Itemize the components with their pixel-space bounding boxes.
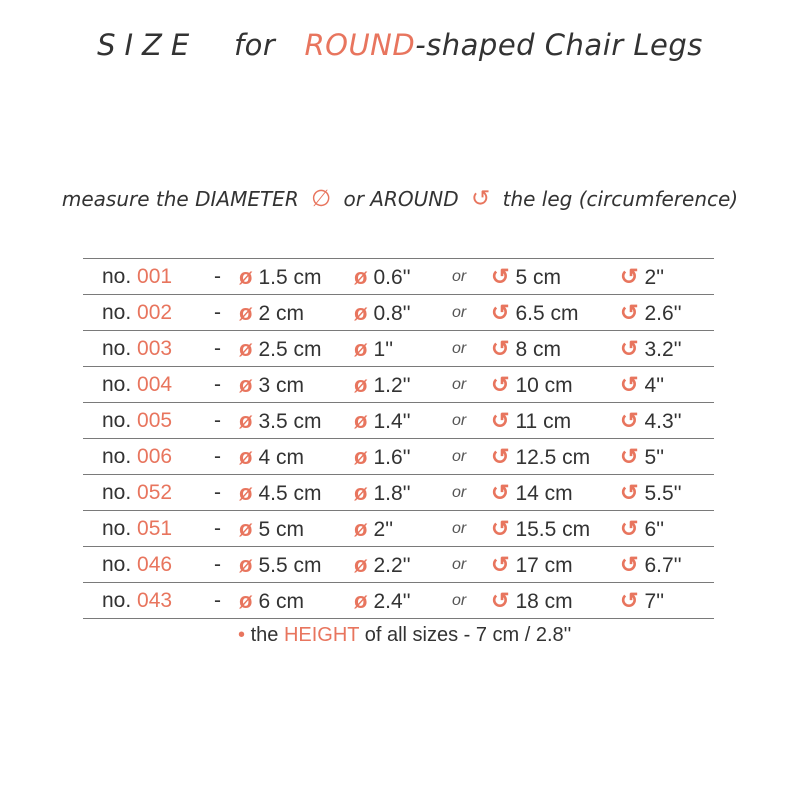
diameter-cm-value: 1.5 cm bbox=[258, 266, 322, 289]
row-number bbox=[102, 367, 172, 402]
circumference-cm-value: 5 cm bbox=[515, 266, 561, 289]
circumference-icon: ↺ bbox=[620, 444, 639, 469]
diameter-cm bbox=[239, 475, 321, 511]
row-separator: - bbox=[214, 553, 221, 576]
circumference-inch-value: 7'' bbox=[644, 590, 665, 613]
circumference-inch bbox=[620, 403, 682, 439]
circumference-icon: ↺ bbox=[620, 300, 639, 325]
measurement-instructions bbox=[0, 186, 800, 212]
circumference-cm-value: 17 cm bbox=[515, 554, 573, 577]
circumference-cm bbox=[491, 403, 571, 439]
circumference-cm-value: 12.5 cm bbox=[515, 446, 591, 469]
circumference-icon: ↺ bbox=[491, 516, 510, 541]
diameter-icon: ø bbox=[239, 516, 253, 541]
table-row bbox=[83, 402, 714, 438]
size-table bbox=[83, 258, 714, 619]
diameter-icon: ø bbox=[354, 588, 368, 613]
diameter-cm-value: 5 cm bbox=[258, 518, 304, 541]
circumference-icon: ↺ bbox=[620, 516, 639, 541]
diameter-icon: ø bbox=[239, 588, 253, 613]
row-code: 004 bbox=[137, 373, 173, 396]
title-size-word: SIZE bbox=[97, 28, 199, 62]
diameter-icon: ø bbox=[354, 264, 368, 289]
row-number bbox=[102, 439, 172, 474]
row-number bbox=[102, 295, 172, 330]
circumference-inch bbox=[620, 475, 682, 511]
table-row bbox=[83, 510, 714, 546]
diameter-icon: ø bbox=[239, 480, 253, 505]
diameter-icon: ø bbox=[239, 444, 253, 469]
diameter-cm bbox=[239, 439, 304, 475]
diameter-inch bbox=[354, 295, 411, 331]
circumference-icon: ↺ bbox=[620, 480, 639, 505]
diameter-cm-value: 3.5 cm bbox=[258, 410, 322, 433]
circumference-inch-value: 4'' bbox=[644, 374, 665, 397]
circumference-icon: ↺ bbox=[491, 372, 510, 397]
circumference-inch bbox=[620, 547, 682, 583]
diameter-cm bbox=[239, 331, 321, 367]
circumference-inch bbox=[620, 583, 664, 619]
diameter-inch-value: 2.4'' bbox=[373, 590, 411, 613]
row-prefix: no. bbox=[102, 301, 132, 324]
diameter-inch bbox=[354, 475, 411, 511]
circumference-icon: ↺ bbox=[620, 588, 639, 613]
or-label: or bbox=[452, 412, 467, 429]
height-footnote bbox=[238, 624, 571, 647]
diameter-inch-value: 2.2'' bbox=[373, 554, 411, 577]
row-separator: - bbox=[214, 265, 221, 288]
table-row bbox=[83, 258, 714, 294]
circumference-icon: ↺ bbox=[470, 186, 491, 212]
diameter-icon: ø bbox=[239, 408, 253, 433]
diameter-inch-value: 0.6'' bbox=[373, 266, 411, 289]
row-number bbox=[102, 475, 172, 510]
diameter-icon: ø bbox=[354, 480, 368, 505]
diameter-cm bbox=[239, 547, 321, 583]
row-separator: - bbox=[214, 589, 221, 612]
row-prefix: no. bbox=[102, 337, 132, 360]
diameter-inch bbox=[354, 367, 411, 403]
row-code: 052 bbox=[137, 481, 173, 504]
diameter-cm bbox=[239, 295, 304, 331]
diameter-icon: ø bbox=[239, 336, 253, 361]
row-code: 005 bbox=[137, 409, 173, 432]
row-code: 046 bbox=[137, 553, 173, 576]
diameter-icon: ø bbox=[239, 372, 253, 397]
diameter-cm-value: 4 cm bbox=[258, 446, 304, 469]
or-label: or bbox=[452, 268, 467, 285]
row-prefix: no. bbox=[102, 553, 132, 576]
diameter-icon: ø bbox=[354, 372, 368, 397]
table-row bbox=[83, 330, 714, 366]
circumference-cm-value: 14 cm bbox=[515, 482, 573, 505]
table-row bbox=[83, 474, 714, 510]
circumference-icon: ↺ bbox=[491, 444, 510, 469]
circumference-icon: ↺ bbox=[491, 336, 510, 361]
circumference-icon: ↺ bbox=[620, 408, 639, 433]
circumference-cm bbox=[491, 511, 590, 547]
diameter-icon: ø bbox=[239, 552, 253, 577]
row-prefix: no. bbox=[102, 445, 132, 468]
footnote-pre: the bbox=[250, 624, 279, 646]
diameter-inch-value: 1.4'' bbox=[373, 410, 411, 433]
circumference-inch-value: 6'' bbox=[644, 518, 665, 541]
title-for-word: for bbox=[233, 28, 276, 62]
diameter-inch-value: 1.2'' bbox=[373, 374, 411, 397]
diameter-icon: ø bbox=[354, 336, 368, 361]
row-prefix: no. bbox=[102, 589, 132, 612]
circumference-inch-value: 2'' bbox=[644, 266, 665, 289]
circumference-cm bbox=[491, 475, 573, 511]
diameter-inch-value: 1.8'' bbox=[373, 482, 411, 505]
diameter-inch bbox=[354, 403, 411, 439]
or-label: or bbox=[452, 448, 467, 465]
circumference-icon: ↺ bbox=[491, 300, 510, 325]
row-separator: - bbox=[214, 517, 221, 540]
row-code: 051 bbox=[137, 517, 173, 540]
row-separator: - bbox=[214, 301, 221, 324]
diameter-cm-value: 5.5 cm bbox=[258, 554, 322, 577]
circumference-inch bbox=[620, 439, 664, 475]
or-label: or bbox=[452, 592, 467, 609]
circumference-cm bbox=[491, 367, 573, 403]
or-label: or bbox=[452, 520, 467, 537]
circumference-inch bbox=[620, 511, 664, 547]
circumference-cm bbox=[491, 259, 561, 295]
row-number bbox=[102, 259, 172, 294]
instructions-part3: the leg (circumference) bbox=[502, 187, 739, 211]
circumference-inch-value: 4.3'' bbox=[644, 410, 682, 433]
circumference-inch-value: 6.7'' bbox=[644, 554, 682, 577]
row-separator: - bbox=[214, 409, 221, 432]
circumference-icon: ↺ bbox=[491, 408, 510, 433]
diameter-cm-value: 2 cm bbox=[258, 302, 304, 325]
diameter-inch-value: 1.6'' bbox=[373, 446, 411, 469]
circumference-inch bbox=[620, 259, 664, 295]
row-number bbox=[102, 583, 172, 618]
circumference-icon: ↺ bbox=[491, 588, 510, 613]
diameter-inch bbox=[354, 439, 411, 475]
diameter-icon: ø bbox=[354, 300, 368, 325]
row-code: 043 bbox=[137, 589, 173, 612]
or-label: or bbox=[452, 484, 467, 501]
diameter-cm bbox=[239, 259, 321, 295]
circumference-icon: ↺ bbox=[491, 264, 510, 289]
diameter-cm bbox=[239, 367, 304, 403]
or-label: or bbox=[452, 304, 467, 321]
circumference-cm-value: 15.5 cm bbox=[515, 518, 591, 541]
diameter-icon: ø bbox=[354, 444, 368, 469]
footnote-highlight: HEIGHT bbox=[283, 624, 360, 646]
circumference-cm bbox=[491, 583, 573, 619]
circumference-inch-value: 5.5'' bbox=[644, 482, 682, 505]
row-separator: - bbox=[214, 445, 221, 468]
diameter-inch bbox=[354, 259, 411, 295]
circumference-inch-value: 3.2'' bbox=[644, 338, 682, 361]
diameter-cm bbox=[239, 583, 304, 619]
circumference-cm-value: 10 cm bbox=[515, 374, 573, 397]
circumference-inch bbox=[620, 331, 682, 367]
table-row bbox=[83, 582, 714, 619]
diameter-inch-value: 2'' bbox=[373, 518, 394, 541]
circumference-inch bbox=[620, 295, 682, 331]
circumference-inch-value: 2.6'' bbox=[644, 302, 682, 325]
table-row bbox=[83, 366, 714, 402]
circumference-cm bbox=[491, 547, 573, 583]
circumference-inch-value: 5'' bbox=[644, 446, 665, 469]
table-row bbox=[83, 546, 714, 582]
diameter-cm-value: 2.5 cm bbox=[258, 338, 322, 361]
diameter-cm-value: 6 cm bbox=[258, 590, 304, 613]
bullet-icon: • bbox=[238, 624, 246, 646]
circumference-cm-value: 18 cm bbox=[515, 590, 573, 613]
diameter-icon: ø bbox=[239, 300, 253, 325]
title-rest: -shaped Chair Legs bbox=[415, 28, 703, 62]
instructions-part1: measure the DIAMETER bbox=[61, 187, 299, 211]
row-code: 006 bbox=[137, 445, 173, 468]
circumference-icon: ↺ bbox=[491, 480, 510, 505]
diameter-icon: ∅ bbox=[311, 186, 332, 212]
row-prefix: no. bbox=[102, 409, 132, 432]
instructions-part2: or AROUND bbox=[343, 187, 459, 211]
row-number bbox=[102, 547, 172, 582]
diameter-inch-value: 1'' bbox=[373, 338, 394, 361]
circumference-cm-value: 6.5 cm bbox=[515, 302, 579, 325]
row-code: 001 bbox=[137, 265, 173, 288]
row-code: 003 bbox=[137, 337, 173, 360]
row-number bbox=[102, 511, 172, 546]
table-row bbox=[83, 438, 714, 474]
row-prefix: no. bbox=[102, 517, 132, 540]
row-number bbox=[102, 331, 172, 366]
circumference-cm-value: 8 cm bbox=[515, 338, 561, 361]
diameter-inch bbox=[354, 547, 411, 583]
diameter-icon: ø bbox=[354, 516, 368, 541]
row-separator: - bbox=[214, 481, 221, 504]
diameter-icon: ø bbox=[354, 408, 368, 433]
diameter-icon: ø bbox=[354, 552, 368, 577]
row-number bbox=[102, 403, 172, 438]
diameter-cm bbox=[239, 511, 304, 547]
circumference-icon: ↺ bbox=[620, 372, 639, 397]
diameter-cm-value: 4.5 cm bbox=[258, 482, 322, 505]
diameter-inch bbox=[354, 583, 411, 619]
circumference-icon: ↺ bbox=[491, 552, 510, 577]
circumference-cm bbox=[491, 331, 561, 367]
row-code: 002 bbox=[137, 301, 173, 324]
diameter-icon: ø bbox=[239, 264, 253, 289]
diameter-inch bbox=[354, 511, 393, 547]
row-separator: - bbox=[214, 337, 221, 360]
row-separator: - bbox=[214, 373, 221, 396]
circumference-icon: ↺ bbox=[620, 552, 639, 577]
footnote-post: of all sizes - 7 cm / 2.8'' bbox=[364, 624, 572, 646]
table-row bbox=[83, 294, 714, 330]
circumference-cm bbox=[491, 295, 578, 331]
diameter-inch bbox=[354, 331, 393, 367]
diameter-cm bbox=[239, 403, 321, 439]
diameter-cm-value: 3 cm bbox=[258, 374, 304, 397]
circumference-icon: ↺ bbox=[620, 336, 639, 361]
row-prefix: no. bbox=[102, 265, 132, 288]
circumference-inch bbox=[620, 367, 664, 403]
title-round-word: ROUND bbox=[304, 28, 416, 62]
or-label: or bbox=[452, 376, 467, 393]
diameter-inch-value: 0.8'' bbox=[373, 302, 411, 325]
circumference-cm bbox=[491, 439, 590, 475]
row-prefix: no. bbox=[102, 373, 132, 396]
circumference-icon: ↺ bbox=[620, 264, 639, 289]
circumference-cm-value: 11 cm bbox=[515, 410, 572, 433]
or-label: or bbox=[452, 340, 467, 357]
row-prefix: no. bbox=[102, 481, 132, 504]
or-label: or bbox=[452, 556, 467, 573]
page-title bbox=[0, 28, 800, 62]
